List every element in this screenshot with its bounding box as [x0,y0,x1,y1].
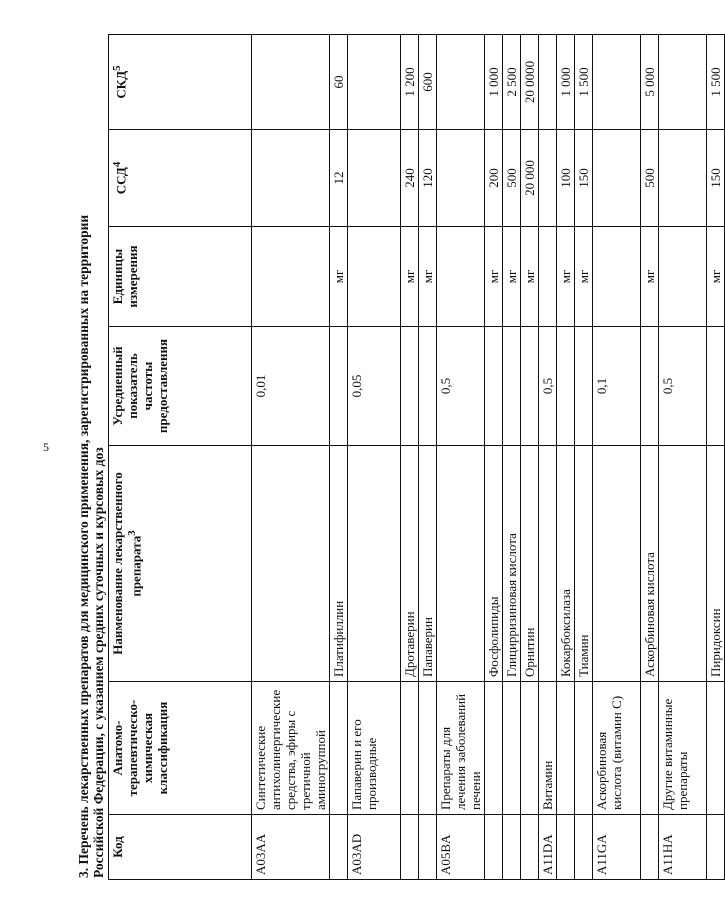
code-cell [419,815,437,880]
table-row [659,35,707,880]
drug-name-cell [348,446,401,682]
unit-cell: мг [557,227,575,327]
code-cell [485,815,503,880]
sdd-cell: 500 [641,130,659,227]
drug-table [108,34,725,880]
code-cell: A11DA [539,815,557,880]
drug-name-cell: Фосфолипиды [485,446,503,682]
table-row [437,35,485,880]
drug-name-cell: Орнитин [521,446,539,682]
atc-cell [521,682,539,815]
skd-cell: 2 500 [503,35,521,130]
frequency-cell [401,327,419,446]
table-row [348,35,401,880]
frequency-cell [330,327,348,446]
atc-cell: Витамин [539,682,557,815]
sdd-cell [659,130,707,227]
sdd-cell [252,130,330,227]
rotated-content [76,35,723,880]
unit-cell [539,227,557,327]
header-sdd: ССД$^4$ [109,130,252,227]
unit-cell: мг [521,227,539,327]
table-row [641,35,659,880]
sdd-cell [539,130,557,227]
table-row [521,35,539,880]
unit-cell: мг [485,227,503,327]
code-cell [707,815,725,880]
skd-cell [659,35,707,130]
heading-line-1: 3. Перечень лекарственных препаратов для медицинского применения, зарегистрированных на территории [76,214,91,878]
atc-cell [419,682,437,815]
unit-cell: мг [575,227,593,327]
drug-name-cell [252,446,330,682]
sdd-cell: 120 [419,130,437,227]
frequency-cell [707,327,725,446]
atc-cell: Аскорбиновая кислота (витамин С) [593,682,641,815]
table-row [593,35,641,880]
code-cell: A11HA [659,815,707,880]
frequency-cell: 0,5 [659,327,707,446]
frequency-cell [557,327,575,446]
skd-cell: 1 000 [557,35,575,130]
drug-name-cell [539,446,557,682]
skd-cell [252,35,330,130]
sdd-cell: 240 [401,130,419,227]
unit-cell [593,227,641,327]
frequency-cell [521,327,539,446]
skd-cell: 1 500 [707,35,725,130]
atc-cell: Синтетические антихолинергические средства, эфиры с третичной аминогруппой [252,682,330,815]
atc-cell [707,682,725,815]
frequency-cell: 0,05 [348,327,401,446]
table-row [539,35,557,880]
code-cell: A11GA [593,815,641,880]
atc-cell [330,682,348,815]
unit-cell [659,227,707,327]
page-number: 5 [43,440,49,454]
skd-cell: 1 000 [485,35,503,130]
frequency-cell: 0,5 [437,327,485,446]
drug-name-cell [659,446,707,682]
skd-cell [593,35,641,130]
sdd-cell: 100 [557,130,575,227]
code-cell [575,815,593,880]
atc-cell: Другие витаминные препараты [659,682,707,815]
frequency-cell [641,327,659,446]
drug-name-cell: Кокарбоксилаза [557,446,575,682]
table-row [419,35,437,880]
heading-line-2: Российской Федерации, с указанием средних суточных и курсовых доз [91,447,106,878]
table-header-row [109,35,252,880]
table-row [575,35,593,880]
sdd-cell: 20 000 [521,130,539,227]
table-row [401,35,419,880]
sdd-cell: 500 [503,130,521,227]
code-cell: A03AA [252,815,330,880]
frequency-cell: 0,01 [252,327,330,446]
header-drug: Наименование лекарственного препарата$^3$ [109,446,252,682]
header-skd: СКД$^5$ [109,35,252,130]
skd-cell [348,35,401,130]
unit-cell: мг [641,227,659,327]
unit-cell: мг [503,227,521,327]
atc-cell: Препараты для лечения заболеваний печени [437,682,485,815]
section-heading [76,35,106,880]
code-cell [521,815,539,880]
skd-cell: 1 200 [401,35,419,130]
atc-cell [557,682,575,815]
code-cell [641,815,659,880]
atc-cell [641,682,659,815]
sdd-cell: 200 [485,130,503,227]
skd-cell [437,35,485,130]
drug-name-cell [593,446,641,682]
unit-cell [252,227,330,327]
table-row [707,35,725,880]
unit-cell [437,227,485,327]
sdd-cell [348,130,401,227]
sdd-cell: 12 [330,130,348,227]
frequency-cell [575,327,593,446]
frequency-cell [485,327,503,446]
atc-cell [575,682,593,815]
unit-cell [348,227,401,327]
skd-cell: 60 [330,35,348,130]
frequency-cell: 0,5 [539,327,557,446]
drug-name-cell: Дротаверин [401,446,419,682]
code-cell [557,815,575,880]
sdd-cell [593,130,641,227]
atc-cell [503,682,521,815]
atc-cell [401,682,419,815]
code-cell: A05BA [437,815,485,880]
sdd-cell: 150 [575,130,593,227]
code-cell [401,815,419,880]
skd-cell: 20 0000 [521,35,539,130]
table-row [330,35,348,880]
header-unit: Единицы измерения [109,227,252,327]
skd-cell [539,35,557,130]
sdd-cell [437,130,485,227]
drug-name-cell: Тиамин [575,446,593,682]
skd-cell: 5 000 [641,35,659,130]
table-row [485,35,503,880]
atc-cell: Папаверин и его производные [348,682,401,815]
code-cell [330,815,348,880]
code-cell [503,815,521,880]
atc-cell [485,682,503,815]
frequency-cell: 0,1 [593,327,641,446]
header-code: Код [109,815,252,880]
sdd-cell: 150 [707,130,725,227]
code-cell: A03AD [348,815,401,880]
unit-cell: мг [707,227,725,327]
drug-name-cell: Аскорбиновая кислота [641,446,659,682]
header-frequency: Усредненный показатель частоты предоставления [109,327,252,446]
unit-cell: мг [419,227,437,327]
table-row [252,35,330,880]
skd-cell: 600 [419,35,437,130]
drug-name-cell [437,446,485,682]
drug-name-cell: Платифиллин [330,446,348,682]
unit-cell: мг [401,227,419,327]
table-row [557,35,575,880]
drug-name-cell: Пиридоксин [707,446,725,682]
skd-cell: 1 500 [575,35,593,130]
frequency-cell [503,327,521,446]
drug-name-cell: Папаверин [419,446,437,682]
unit-cell: мг [330,227,348,327]
header-atc: Анатомо-терапевтическо-химическая классификация [109,682,252,815]
frequency-cell [419,327,437,446]
table-row [503,35,521,880]
drug-name-cell: Глицирризиновая кислота [503,446,521,682]
